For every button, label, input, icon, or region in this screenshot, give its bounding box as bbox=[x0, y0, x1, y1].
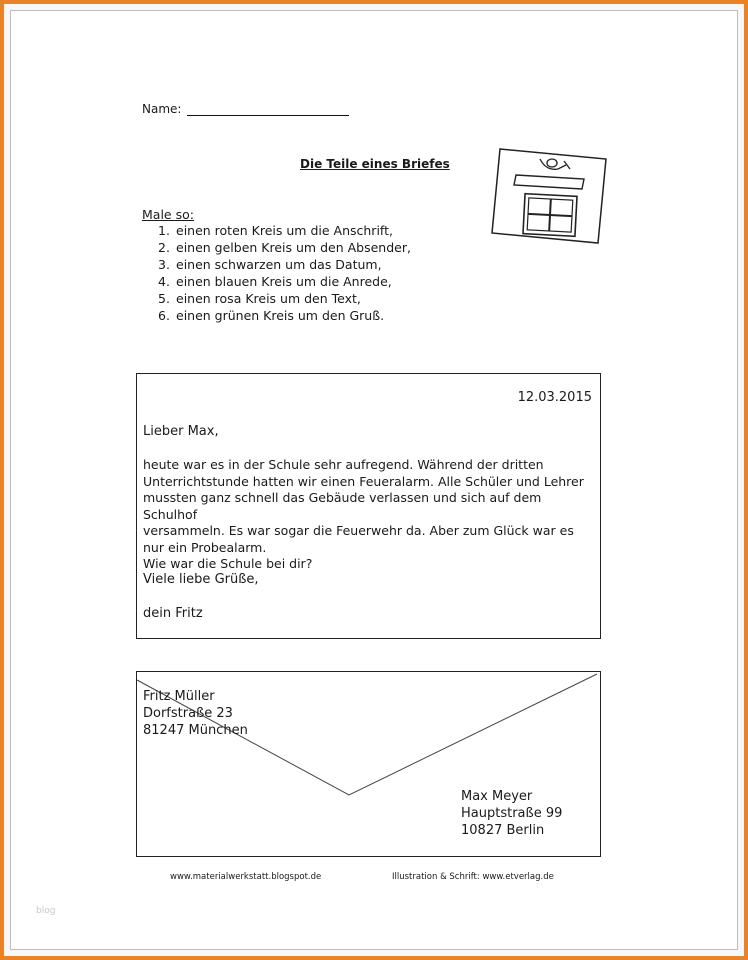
letter-signature: dein Fritz bbox=[143, 606, 203, 621]
task-item: 1. einen roten Kreis um die Anschrift, bbox=[158, 223, 393, 238]
task-item: 5. einen rosa Kreis um den Text, bbox=[158, 291, 361, 306]
sender-city: 81247 München bbox=[143, 723, 248, 738]
sender-street: Dorfstraße 23 bbox=[143, 706, 233, 721]
mailbox-icon bbox=[490, 145, 610, 245]
instruction-intro: Male so: bbox=[142, 207, 194, 222]
letter-salutation: Lieber Max, bbox=[143, 424, 219, 439]
recipient-street: Hauptstraße 99 bbox=[461, 806, 563, 821]
letter-body-line: Wie war die Schule bei dir? bbox=[143, 556, 313, 571]
name-blank-line bbox=[187, 103, 349, 116]
recipient-city: 10827 Berlin bbox=[461, 823, 545, 838]
watermark: blog bbox=[36, 906, 56, 916]
task-list bbox=[158, 222, 411, 324]
task-item: 6. einen grünen Kreis um den Gruß. bbox=[158, 308, 385, 323]
sender-address bbox=[143, 688, 248, 739]
worksheet-title: Die Teile eines Briefes bbox=[300, 157, 450, 171]
task-item: 4. einen blauen Kreis um die Anrede, bbox=[158, 274, 392, 289]
task-item: 2. einen gelben Kreis um den Absender, bbox=[158, 240, 411, 255]
sender-name: Fritz Müller bbox=[143, 689, 215, 704]
letter-body-line: nur ein Probealarm. bbox=[143, 539, 267, 555]
letter-closing: Viele liebe Grüße, bbox=[143, 572, 259, 587]
recipient-address bbox=[461, 788, 562, 839]
task-item: 3. einen schwarzen um das Datum, bbox=[158, 257, 382, 272]
envelope bbox=[136, 671, 601, 857]
letter-body-line: heute war es in der Schule sehr aufregend. Während der dritten bbox=[143, 457, 544, 472]
recipient-name: Max Meyer bbox=[461, 789, 533, 804]
footer-credits: Illustration & Schrift: www.etverlag.de bbox=[392, 872, 554, 882]
letter-body-line: mussten ganz schnell das Gebäude verlassen und sich auf dem Schulhof bbox=[143, 490, 542, 522]
footer-website: www.materialwerkstatt.blogspot.de bbox=[170, 872, 322, 882]
letter-box bbox=[136, 373, 601, 639]
letter-date: 12.03.2015 bbox=[517, 390, 592, 405]
letter-body bbox=[143, 457, 593, 573]
name-row bbox=[142, 102, 349, 116]
letter-body-line: Unterrichtstunde hatten wir einen Feueralarm. Alle Schüler und Lehrer bbox=[143, 473, 584, 489]
letter-body-line: versammeln. Es war sogar die Feuerwehr da. Aber zum Glück war es bbox=[143, 523, 574, 538]
name-label: Name: bbox=[142, 102, 182, 116]
